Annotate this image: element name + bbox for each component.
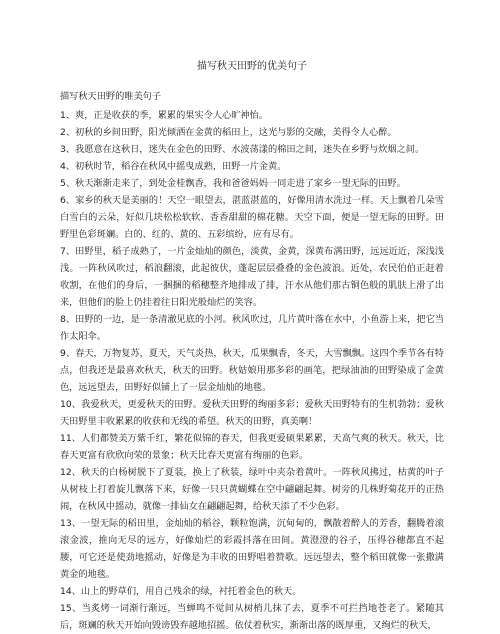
paragraph-15: 15、当炙烤一词渐行渐远，当蝉鸣不觉间从树梢儿抹了去，夏季不可拦挡地苍老了。紧随其后，斑斓的秋天开始向毁谤毁弃越地招摇。依仗着秋实，渐渐出落的既厚重，又绚烂的秋天， — [60, 603, 444, 631]
document-title: 描写秋天田野的优美句子 — [197, 61, 307, 72]
paragraph-4: 4、初秋时节，稻谷在秋风中摇曳成熟，田野一片金黄。 — [60, 161, 287, 172]
paragraph-2: 2、初秋的乡间田野，阳光倾洒在金黄的稻田上，这光与影的交融，美得令人心醉。 — [60, 127, 397, 138]
paragraph-8: 8、田野的一边，是一条清澈见底的小河。秋风吹过，几片黄叶落在水中，小鱼游上来，把它当作太阳伞。 — [60, 314, 444, 342]
paragraph-7: 7、田野里，稻子成熟了，一片金灿灿的颜色，淡黄，金黄，深黄布满田野，远远近近，深浅浅浅。一阵秋风吹过，稻浪翻滚，此起彼伏，蓬起层层叠叠的金色波浪。近处，农民伯伯正赶着收割，在他们的身后，一捆捆的稻穗整齐地排成了排，汗水从他们那古铜色般的肌肤上滑了出来，但他们的脸上仍挂着往日阳光般灿烂的笑容。 — [60, 246, 444, 308]
paragraph-13: 13、一望无际的稻田里，金灿灿的稻谷，颗粒饱满，沉甸甸的，飘散着醉人的芳香，翻腾着滚滚金波，推向无尽的远方，好像灿烂的彩霞抖落在田间。黄澄澄的谷子，压得谷穗都直不起腰，可它还是使劲地摇动，好像是为丰收的田野唱着赞歌。远远望去，整个稻田就像一张撒满黄金的地毯。 — [60, 518, 444, 580]
paragraph-6: 6、家乡的秋天是美丽的！天空一眼望去，湛蓝湛蓝的，好像用清水洗过一样。天上飘着几朵雪白雪白的云朵，好似几块松松软软、香香甜甜的棉花糖。天空下面，便是一望无际的田野。田野里色彩斑斓。白的、红的、黄的、五彩缤纷，应有尽有。 — [60, 195, 444, 240]
paragraph-5: 5、秋天渐渐走来了，到处金桂飘香，我和爸爸妈妈一同走进了家乡一望无际的田野。 — [60, 178, 406, 189]
paragraph-12: 12、秋天的白杨树脱下了夏装，换上了秋装，绿叶中夹杂着黄叶。一阵秋风拂过，枯黄的叶子从树枝上打着旋儿飘落下来，好像一只只黄蝴蝶在空中翩翩起舞。树旁的几株野菊花开的正热闹，在秋风中摇动，就像一排仙女在翩翩起舞，给秋天添了不少色彩。 — [60, 467, 444, 512]
paragraph-1: 1、爽，正是收获的季，累累的果实令人心旷神怡。 — [60, 110, 268, 121]
paragraph-10: 10、我爱秋天，更爱秋天的田野。爱秋天田野的绚丽多彩；爱秋天田野特有的生机勃勃；爱秋天田野里丰收累累的收获和无线的希望。秋天的田野，真美啊！ — [60, 399, 444, 427]
paragraph-9: 9、春天，万物复苏，夏天，天气炎热，秋天，瓜果飘香，冬天，大雪飘飘。这四个季节各有特点，但我还是最喜欢秋天，秋天的田野。秋姑娘用那多彩的画笔，把绿油油的田野染成了金黄色，远远望去，田野好似铺上了一层金灿灿的地毯。 — [60, 348, 444, 393]
document-subtitle: 描写秋天田野的唯美句子 — [60, 91, 162, 102]
paragraph-14: 14、山上的野草们，用自己残余的绿，衬托着金色的秋天。 — [60, 586, 302, 597]
paragraph-3: 3、我愿意在这秋日，迷失在金色的田野、水波荡漾的棉田之间，迷失在乡野与炊烟之间。 — [60, 144, 425, 155]
paragraph-11: 11、人们都赞美万紫千红，繁花似锦的春天，但我更爱硕果累累，天高气爽的秋天。秋天，比春天更富有欣欣向荣的景象；秋天比春天更富有绚丽的色彩。 — [60, 433, 444, 461]
